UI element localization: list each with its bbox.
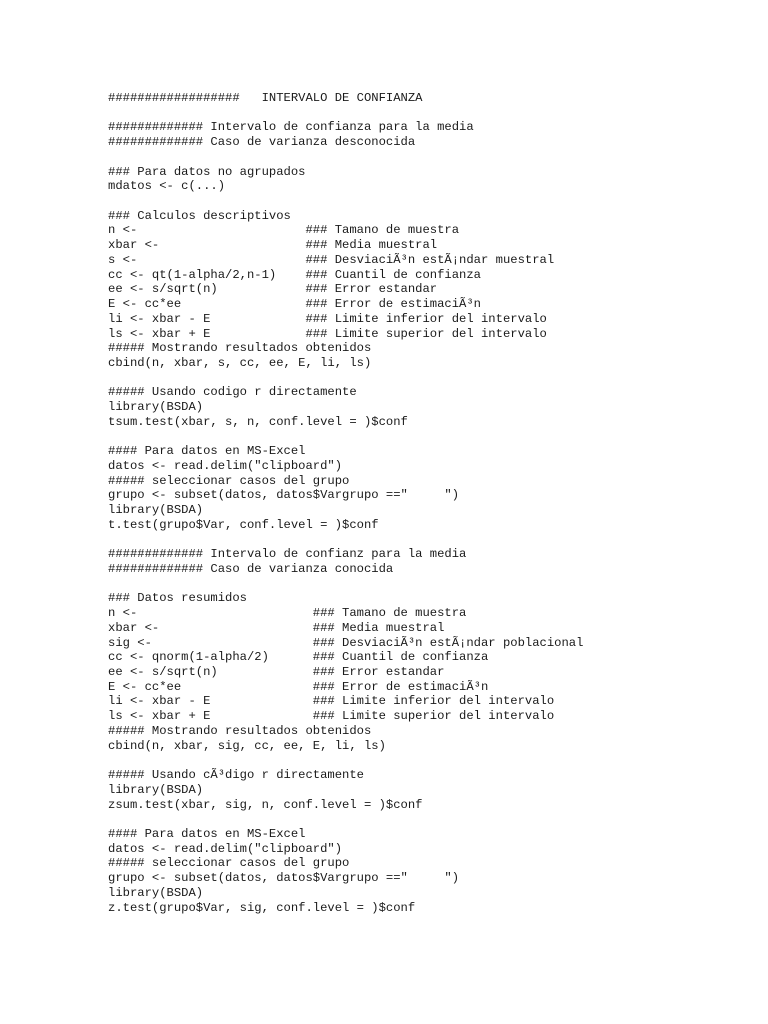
blank-line [108, 533, 583, 548]
blank-line [108, 106, 583, 121]
code-line: ls <- xbar + E ### Limite superior del intervalo [108, 326, 547, 341]
code-line: ############# Caso de varianza desconocida [108, 135, 416, 150]
code-line: t.test(grupo$Var, conf.level = )$conf [108, 517, 379, 532]
code-line: grupo <- subset(datos, datos$Vargrupo ==" ") [108, 488, 460, 503]
code-line: datos <- read.delim("clipboard") [108, 458, 343, 473]
code-line: li <- xbar - E ### Limite inferior del intervalo [108, 311, 547, 326]
blank-line [108, 150, 583, 165]
code-line: library(BSDA) [108, 885, 204, 900]
code-line: cc <- qt(1-alpha/2,n-1) ### Cuantil de confianza [108, 267, 481, 282]
code-line: #### Para datos en MS-Excel [108, 444, 306, 459]
blank-line [108, 577, 583, 592]
code-line: ################## INTERVALO DE CONFIANZA [108, 91, 423, 105]
code-line: li <- xbar - E ### Limite inferior del intervalo [108, 694, 555, 709]
code-line: ############# Intervalo de confianz para la media [108, 547, 467, 562]
code-line: #### Para datos en MS-Excel [108, 826, 306, 841]
code-line: ############# Intervalo de confianza para la media [108, 120, 474, 135]
code-line: E <- cc*ee ### Error de estimaciÃ³n [108, 297, 481, 312]
code-line: library(BSDA) [108, 503, 204, 518]
code-line: ### Calculos descriptivos [108, 208, 291, 223]
code-line: ##### Usando codigo r directamente [108, 385, 357, 400]
code-line: ls <- xbar + E ### Limite superior del intervalo [108, 709, 555, 724]
code-line: s <- ### DesviaciÃ³n estÃ¡ndar muestral [108, 252, 555, 267]
blank-line [108, 194, 583, 209]
blank-line [108, 430, 583, 445]
code-line: n <- ### Tamano de muestra [108, 606, 467, 621]
code-line: ##### Mostrando resultados obtenidos [108, 723, 372, 738]
code-line: library(BSDA) [108, 400, 204, 415]
code-line: sig <- ### DesviaciÃ³n estÃ¡ndar poblacional [108, 635, 584, 650]
code-line: cbind(n, xbar, sig, cc, ee, E, li, ls) [108, 738, 386, 753]
code-line: ### Para datos no agrupados [108, 164, 306, 179]
code-line: tsum.test(xbar, s, n, conf.level = )$conf [108, 414, 408, 429]
blank-line [108, 371, 583, 386]
code-line: mdatos <- c(...) [108, 179, 226, 194]
code-line: datos <- read.delim("clipboard") [108, 841, 343, 856]
code-line: ee <- s/sqrt(n) ### Error estandar [108, 282, 438, 297]
code-line: n <- ### Tamano de muestra [108, 223, 460, 238]
blank-line [108, 812, 583, 827]
code-line: xbar <- ### Media muestral [108, 620, 445, 635]
code-line: ##### seleccionar casos del grupo [108, 856, 350, 871]
code-line: ##### Mostrando resultados obtenidos [108, 341, 372, 356]
code-line: cbind(n, xbar, s, cc, ee, E, li, ls) [108, 355, 372, 370]
code-line: ### Datos resumidos [108, 591, 247, 606]
code-line: E <- cc*ee ### Error de estimaciÃ³n [108, 679, 489, 694]
code-line: zsum.test(xbar, sig, n, conf.level = )$conf [108, 797, 423, 812]
code-line: ##### seleccionar casos del grupo [108, 473, 350, 488]
code-line: cc <- qnorm(1-alpha/2) ### Cuantil de confianza [108, 650, 489, 665]
code-line: ############# Caso de varianza conocida [108, 562, 394, 576]
code-line: z.test(grupo$Var, sig, conf.level = )$conf [108, 900, 416, 915]
code-line: library(BSDA) [108, 782, 204, 797]
code-text-block [108, 91, 583, 915]
code-line: ee <- s/sqrt(n) ### Error estandar [108, 665, 445, 680]
code-line: grupo <- subset(datos, datos$Vargrupo ==" ") [108, 871, 460, 886]
code-line: xbar <- ### Media muestral [108, 238, 438, 253]
blank-line [108, 753, 583, 768]
code-line: ##### Usando cÃ³digo r directamente [108, 768, 364, 783]
